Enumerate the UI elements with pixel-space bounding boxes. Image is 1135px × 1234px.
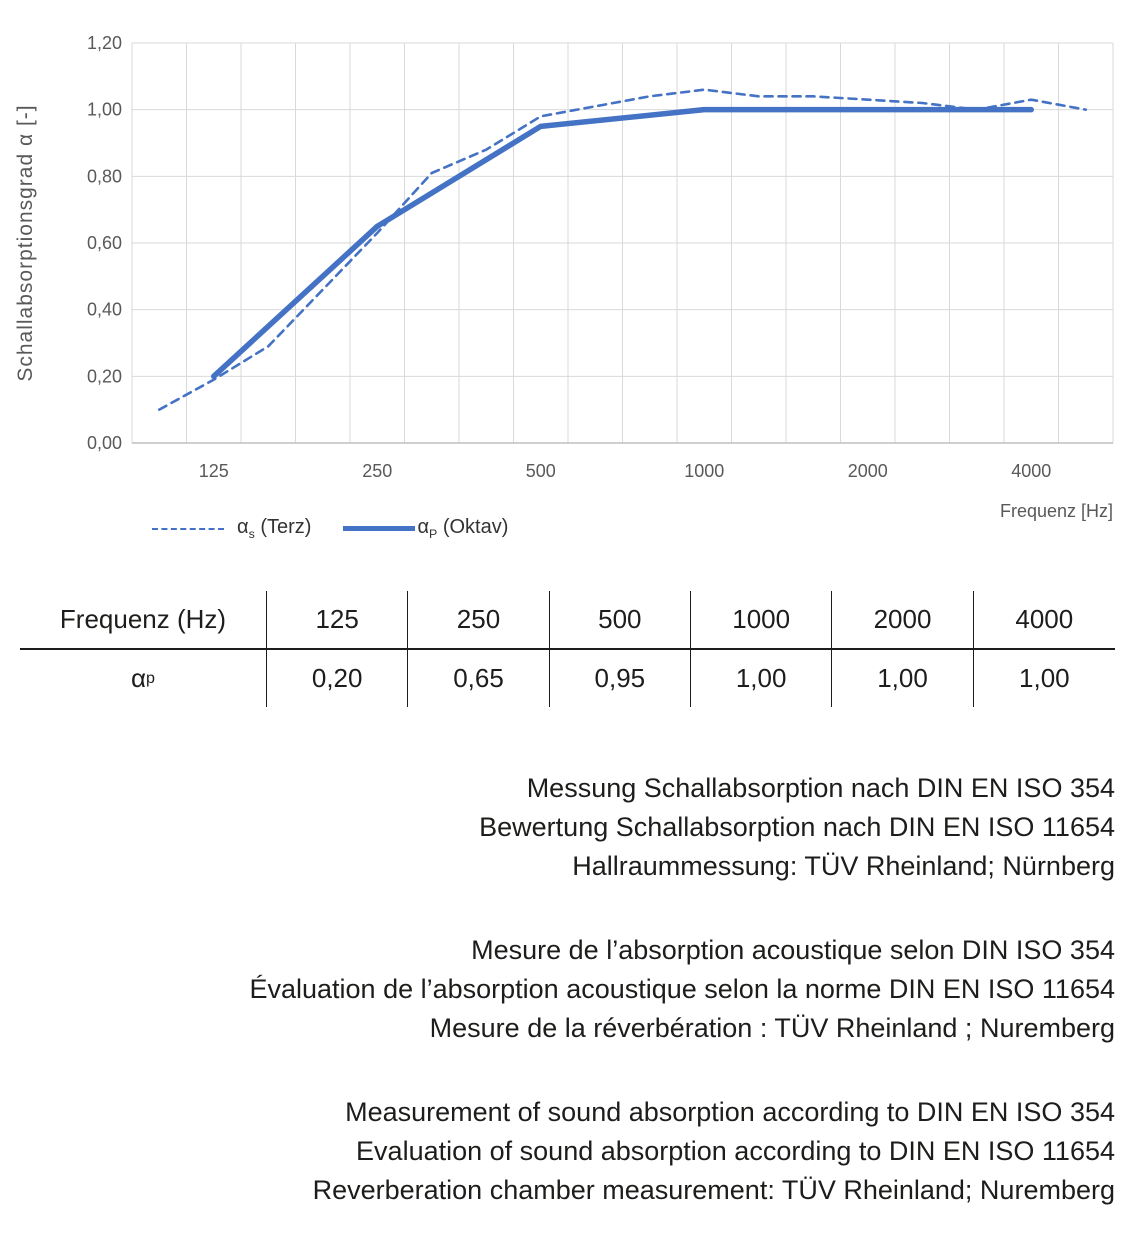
table-header-frequency: Frequenz (Hz) bbox=[20, 591, 267, 650]
legend-label-oktav: $\alpha_P$ (Oktav) bbox=[417, 516, 509, 541]
x-tick-label: 2000 bbox=[847, 461, 888, 481]
note-line: Reverberation chamber measurement: TÜV Rheinland; Nuremberg bbox=[312, 1175, 1115, 1205]
notes-section bbox=[20, 769, 1115, 1210]
table-header-cell: 4000 bbox=[974, 591, 1115, 650]
table-cell: 0,95 bbox=[550, 650, 691, 707]
legend-label-terz: $\alpha_s$ (Terz) bbox=[237, 516, 312, 541]
table-cell: 0,20 bbox=[267, 650, 408, 707]
note-line: Evaluation of sound absorption according to DIN EN ISO 11654 bbox=[356, 1136, 1115, 1166]
note-line: Évaluation de l’absorption acoustique selon la norme DIN EN ISO 11654 bbox=[249, 974, 1115, 1004]
table-cell: 0,65 bbox=[408, 650, 549, 707]
y-axis-title: Schallabsorptionsgrad α [-] bbox=[14, 104, 37, 382]
table-header-cell: 2000 bbox=[832, 591, 973, 650]
table-cell: 1,00 bbox=[832, 650, 973, 707]
y-tick-label: 0,40 bbox=[86, 299, 122, 320]
x-tick-label: 500 bbox=[525, 461, 556, 481]
y-tick-label: 0,80 bbox=[86, 166, 122, 187]
table-cell: 1,00 bbox=[1019, 663, 1070, 693]
note-line: Mesure de la réverbération : TÜV Rheinland ; Nuremberg bbox=[429, 1013, 1115, 1043]
x-tick-label: 1000 bbox=[684, 461, 725, 481]
y-tick-label: 0,60 bbox=[86, 233, 122, 253]
legend-dashed-line-sample bbox=[152, 528, 224, 530]
x-tick-label: 125 bbox=[198, 461, 229, 481]
y-tick-label: 1,20 bbox=[86, 33, 122, 53]
note-line: Mesure de l’absorption acoustique selon DIN ISO 354 bbox=[471, 935, 1115, 965]
note-german bbox=[20, 769, 1115, 886]
table-row-label-alpha-p: α p bbox=[20, 650, 267, 707]
table-header-cell: 1000 bbox=[691, 591, 832, 650]
chart-legend bbox=[152, 516, 508, 541]
legend-solid-line-sample bbox=[343, 526, 415, 531]
table-header-cell: 125 bbox=[267, 591, 408, 650]
note-line: Bewertung Schallabsorption nach DIN EN ISO 11654 bbox=[479, 812, 1115, 842]
note-french bbox=[20, 931, 1115, 1048]
chart-canvas bbox=[0, 0, 1135, 560]
table-header-cell: 500 bbox=[550, 591, 691, 650]
x-tick-label: 250 bbox=[362, 461, 393, 481]
y-tick-label: 1,00 bbox=[86, 99, 122, 120]
note-line: Messung Schallabsorption nach DIN EN ISO 354 bbox=[526, 773, 1115, 803]
y-tick-label: 0,20 bbox=[86, 366, 122, 387]
x-axis-title: Frequenz [Hz] bbox=[999, 501, 1113, 521]
note-line: Measurement of sound absorption according to DIN EN ISO 354 bbox=[345, 1097, 1115, 1127]
note-line: Hallraummessung: TÜV Rheinland; Nürnberg bbox=[572, 851, 1115, 881]
y-tick-label: 0,00 bbox=[86, 433, 122, 453]
absorption-table bbox=[20, 591, 1115, 707]
absorption-chart bbox=[0, 0, 1135, 560]
note-english bbox=[20, 1093, 1115, 1210]
table-header-cell: 250 bbox=[408, 591, 549, 650]
x-tick-label: 4000 bbox=[1011, 461, 1052, 481]
table-cell: 1,00 bbox=[691, 650, 832, 707]
